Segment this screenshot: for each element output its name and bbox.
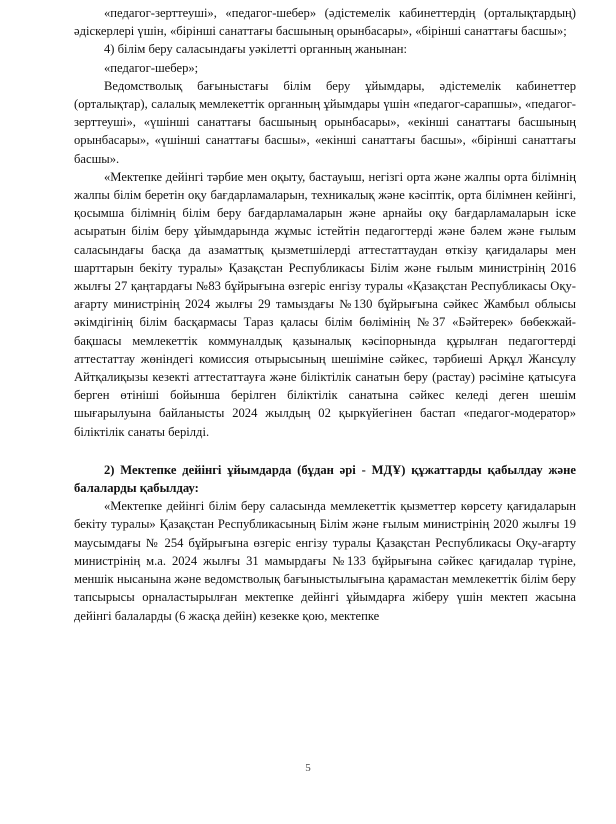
paragraph-1: «педагог-зерттеуші», «педагог-шебер» (әдістемелік кабинеттердің (орталықтардың) әдіскерлері үшін, «бірінші санаттағы басшының орынбасары», «бірінші санаттағы басшы»;	[74, 6, 576, 39]
paragraph-departmental: Ведомстволық бағыныстағы білім беру ұйымдары, әдістемелік кабинеттер (орталықтар), салалық мемлекеттік органның ұйымдары үшін «педагог-сарапшы», «педагог-зерттеуші», «үшінші санаттағы басшының орынбасары», «екінші санаттағы басшының орынбасары», «үшінші санаттағы басшы», «екінші санаттағы басшы», «бірінші санаттағы басшы».	[74, 78, 576, 166]
document-body	[74, 4, 576, 625]
paragraph-pedagog-sheber: «педагог-шебер»;	[104, 60, 199, 75]
paragraph-attestation: «Мектепке дейінгі тәрбие мен оқыту, бастауыш, негізгі орта және жалпы орта білімнің жалпы білім беретін оқу бағдарламаларын, техникалық және кәсіптік, орта білімнен кейінгі, қосымша білімнің білім беру бағдарламаларын және арнайы оқу бағдарламаларын іске асыратын білім беру ұйымдарында жұмыс істейтін педагогтерді және бәлем және ғылым саласындағы басқа да азаматтық қызметшілерді аттестаттаудан өткізу қағидалары мен шарттарын бекіту туралы» Қазақстан Республикасы Білім және ғылым министрінің 2016 жылғы 27 қаңтардағы №83 бұйрығына өзгеріс енгізу туралы «Қазақстан Республикасы Оқу-ағарту министрінің 2024 жылғы 29 тамыздағы №130 бұйрығына сәйкес Жамбыл облысы әкімдігінің білім басқармасы Тараз қаласы білім бөлімінің №37 «Бәйтерек» бөбекжай-бақшасы мемлекеттік коммуналдық қазыналық кәсіпорнында құрылған педагогтерді аттестаттау жөніндегі комиссия отырысының шешіміне сәйкес, тәрбиеші Арқұл Жансұлу Айтқалиқызы кезекті аттестаттауға және біліктілік санатын беру (растау) рәсіміне қатысуға берген өтініші бойынша берілген біліктілік санатына сәйкес келеді деген шешім шығарылуына байланысты 2024 жылдың 02 қыркүйегінен бастап «педагог-модератор» біліктілік санаты берілді.	[74, 169, 576, 439]
page-number: 5	[305, 762, 311, 774]
paragraph-admission: «Мектепке дейінгі білім беру саласында мемлекеттік қызметтер көрсету қағидаларын бекіту туралы» Қазақстан Республикасының Білім және ғылым министрінің 2020 жылғы 19 маусымдағы № 254 бұйрығына өзгеріс енгізу туралы Қазақстан Республикасы Оқу-ағарту министрінің м.а. 2024 жылғы 31 мамырдағы №133 бұйрығына сәйкес қағидалар түріне, меншік нысанына және ведомстволық бағыныстылығына қарамастан мемлекеттік білім беру тапсырысы орналастырылған мектепке дейінгі ұйымдарға жіберу үшін мектеп жасына дейінгі балаларды (6 жасқа дейін) кезекке қою, мектепке	[74, 499, 576, 623]
list-item-4: 4) білім беру саласындағы уәкілетті органның жанынан:	[104, 42, 408, 57]
section-heading: 2) Мектепке дейінгі ұйымдарда (бұдан әрі - МДҰ) құжаттарды қабылдау және балаларды қабылдау:	[74, 462, 576, 496]
section-spacer	[74, 441, 576, 461]
